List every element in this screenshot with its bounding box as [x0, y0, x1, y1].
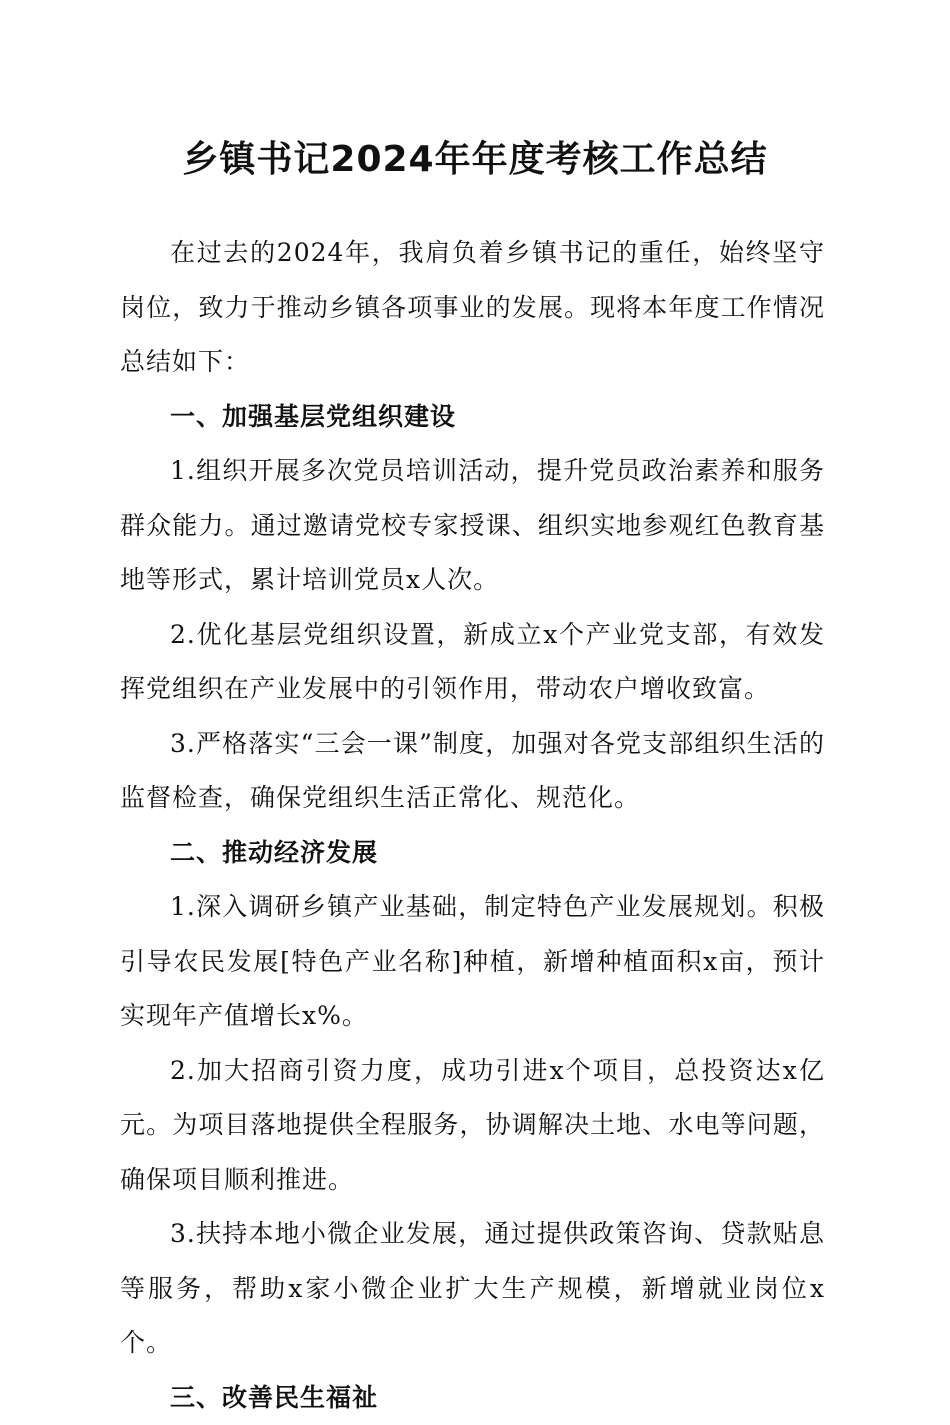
section-heading-livelihood: 三、改善民生福祉 — [120, 1371, 825, 1425]
intro-paragraph: 在过去的2024年，我肩负着乡镇书记的重任，始终坚守岗位，致力于推动乡镇各项事业的发展。现将本年度工作情况总结如下： — [120, 226, 825, 390]
paragraph: 2.加大招商引资力度，成功引进x个项目，总投资达x亿元。为项目落地提供全程服务，协调解决土地、水电等问题，确保项目顺利推进。 — [120, 1044, 825, 1208]
paragraph: 1.组织开展多次党员培训活动，提升党员政治素养和服务群众能力。通过邀请党校专家授课、组织实地参观红色教育基地等形式，累计培训党员x人次。 — [120, 444, 825, 608]
paragraph: 3.扶持本地小微企业发展，通过提供政策咨询、贷款贴息等服务，帮助x家小微企业扩大生产规模，新增就业岗位x个。 — [120, 1207, 825, 1371]
paragraph: 2.优化基层党组织设置，新成立x个产业党支部，有效发挥党组织在产业发展中的引领作用，带动农户增收致富。 — [120, 608, 825, 717]
document-title: 乡镇书记2024年年度考核工作总结 — [0, 132, 950, 188]
document-body — [120, 226, 825, 1425]
paragraph: 1.深入调研乡镇产业基础，制定特色产业发展规划。积极引导农民发展[特色产业名称]种植，新增种植面积x亩，预计实现年产值增长x%。 — [120, 880, 825, 1044]
section-heading-economic-development: 二、推动经济发展 — [120, 826, 825, 881]
section-heading-party-building: 一、加强基层党组织建设 — [120, 390, 825, 445]
paragraph: 3.严格落实“三会一课”制度，加强对各党支部组织生活的监督检查，确保党组织生活正常化、规范化。 — [120, 717, 825, 826]
